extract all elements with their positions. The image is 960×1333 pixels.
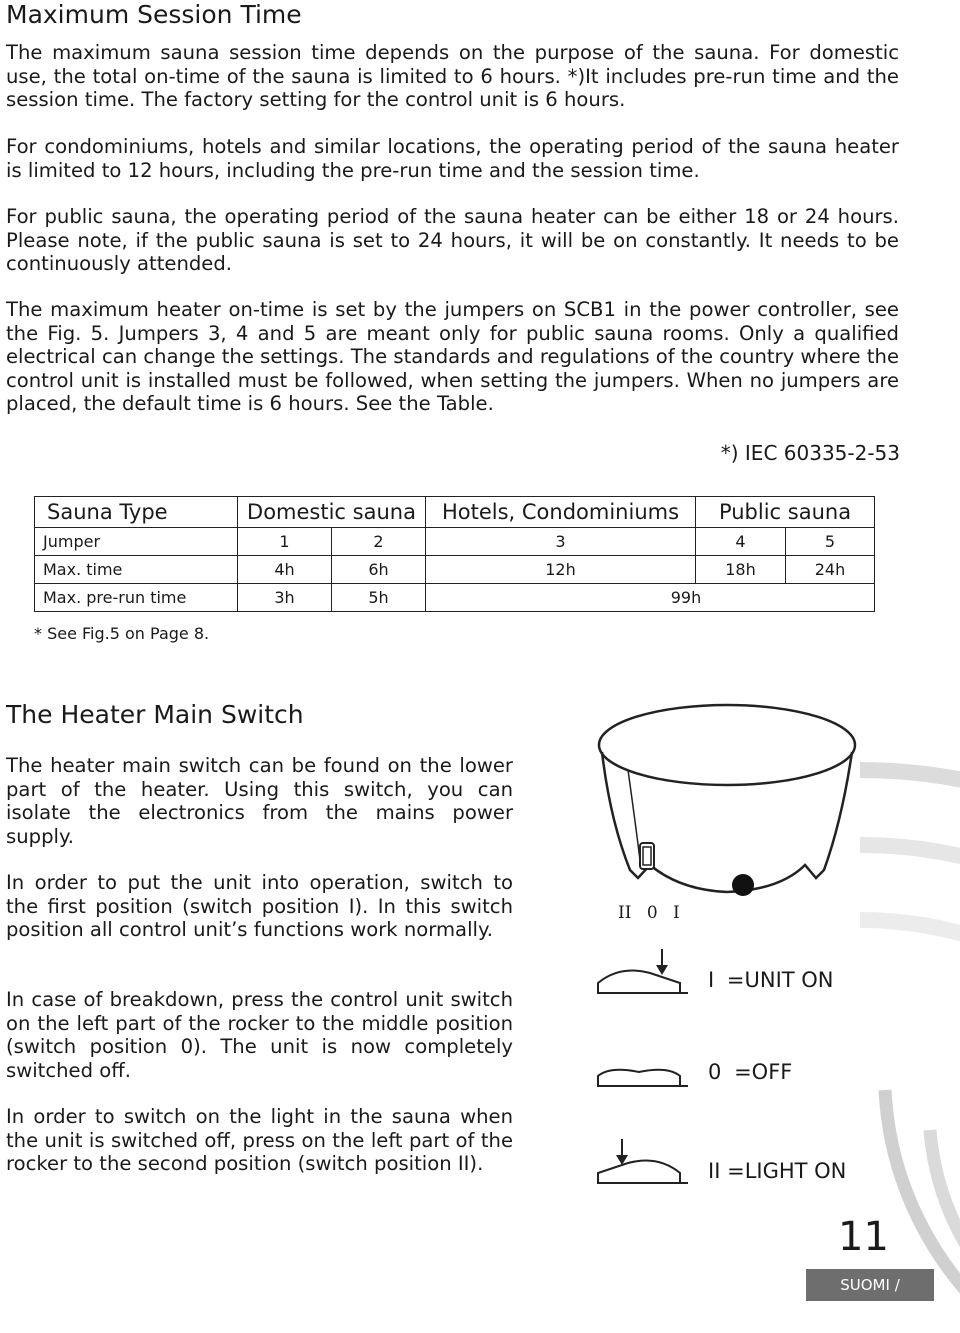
table-row [35,584,875,612]
jumper-settings-table [34,496,875,612]
language-badge: SUOMI / ENGLISH [806,1269,934,1301]
table-cell: 6h [332,556,426,584]
state-symbol: 0 [708,1060,722,1084]
state-symbol: I [708,968,715,992]
table-cell: 2 [332,528,426,556]
table-cell: 99h [426,584,875,612]
state-off [708,1060,792,1084]
paragraph-condominiums: For condominiums, hotels and similar locations, the operating period of the sauna heater is limited to 12 hours, including the pre-run time and the session time. [6,135,899,182]
state-equals: = [727,1159,745,1183]
table-cell: 5 [786,528,875,556]
heater-illustration [590,700,870,900]
state-symbol: II [708,1159,721,1183]
header-sauna-type: Sauna Type [35,497,238,528]
table-cell: 1 [238,528,332,556]
section-title-max-session: Maximum Session Time [6,0,302,29]
indicator-dot-icon [732,874,754,896]
press-arrow-icon [656,949,668,975]
table-cell: 4h [238,556,332,584]
state-text: OFF [751,1060,793,1084]
header-domestic: Domestic sauna [238,497,426,528]
table-cell: 24h [786,556,875,584]
paragraph-switch-operation: In order to put the unit into operation, switch to the first position (switch position I). In this switch position all control unit’s functions work normally. [6,871,513,941]
paragraph-switch-light: In order to switch on the light in the sauna when the unit is switched off, press on the left part of the rocker to the second position (switch position II). [6,1105,513,1175]
state-text: LIGHT ON [744,1159,847,1183]
state-unit-on [708,968,834,992]
switch-light-on-diagram [590,1135,700,1195]
paragraph-domestic: The maximum sauna session time depends on the purpose of the sauna. For domestic use, the total on-time of the sauna is limited to 6 hours. *)It includes pre-run time and the session time. The factory setting for the control unit is 6 hours. [6,41,899,111]
state-light-on [708,1159,846,1183]
press-arrow-icon [616,1139,628,1165]
table-cell: 12h [426,556,696,584]
section-title-main-switch: The Heater Main Switch [6,700,304,729]
row-label-jumper: Jumper [35,528,238,556]
table-cell: 5h [332,584,426,612]
state-text: UNIT ON [744,968,834,992]
header-hotels: Hotels, Condominiums [426,497,696,528]
table-cell: 18h [696,556,786,584]
table-row [35,528,875,556]
table-header-row [35,497,875,528]
table-row [35,556,875,584]
page-number: 11 [838,1214,889,1260]
table-cell: 4 [696,528,786,556]
table-cell: 3 [426,528,696,556]
paragraph-public-sauna: For public sauna, the operating period of the sauna heater can be either 18 or 24 hours. Please note, if the public sauna is set to 24 hours, it will be on constantly. It needs to be continuously attended. [6,205,899,275]
header-public: Public sauna [696,497,875,528]
state-equals: = [726,968,745,992]
row-label-max-time: Max. time [35,556,238,584]
paragraph-switch-breakdown: In case of breakdown, press the control unit switch on the left part of the rocker to the middle position (switch position 0). The unit is now completely switched off. [6,988,513,1082]
table-note: * See Fig.5 on Page 8. [34,624,210,643]
footnote-standard-ref: *) IEC 60335-2-53 [720,441,900,465]
paragraph-switch-location: The heater main switch can be found on the lower part of the heater. Using this switch, you can isolate the electronics from the mains power supply. [6,754,513,848]
row-label-prerun: Max. pre-run time [35,584,238,612]
table-cell: 3h [238,584,332,612]
switch-off-diagram [590,1050,700,1095]
switch-unit-on-diagram [590,945,700,1005]
switch-positions-label: II 0 I [618,903,680,923]
paragraph-jumpers: The maximum heater on-time is set by the jumpers on SCB1 in the power controller, see the Fig. 5. Jumpers 3, 4 and 5 are meant only for public sauna rooms. Only a qualified electrical can change the settings. The standards and regulations of the country where the control unit is installed must be followed, when setting the jumpers. When no jumpers are placed, the default time is 6 hours. See the Table. [6,298,899,415]
state-equals: = [734,1060,752,1084]
rocker-switch-icon [640,843,654,869]
